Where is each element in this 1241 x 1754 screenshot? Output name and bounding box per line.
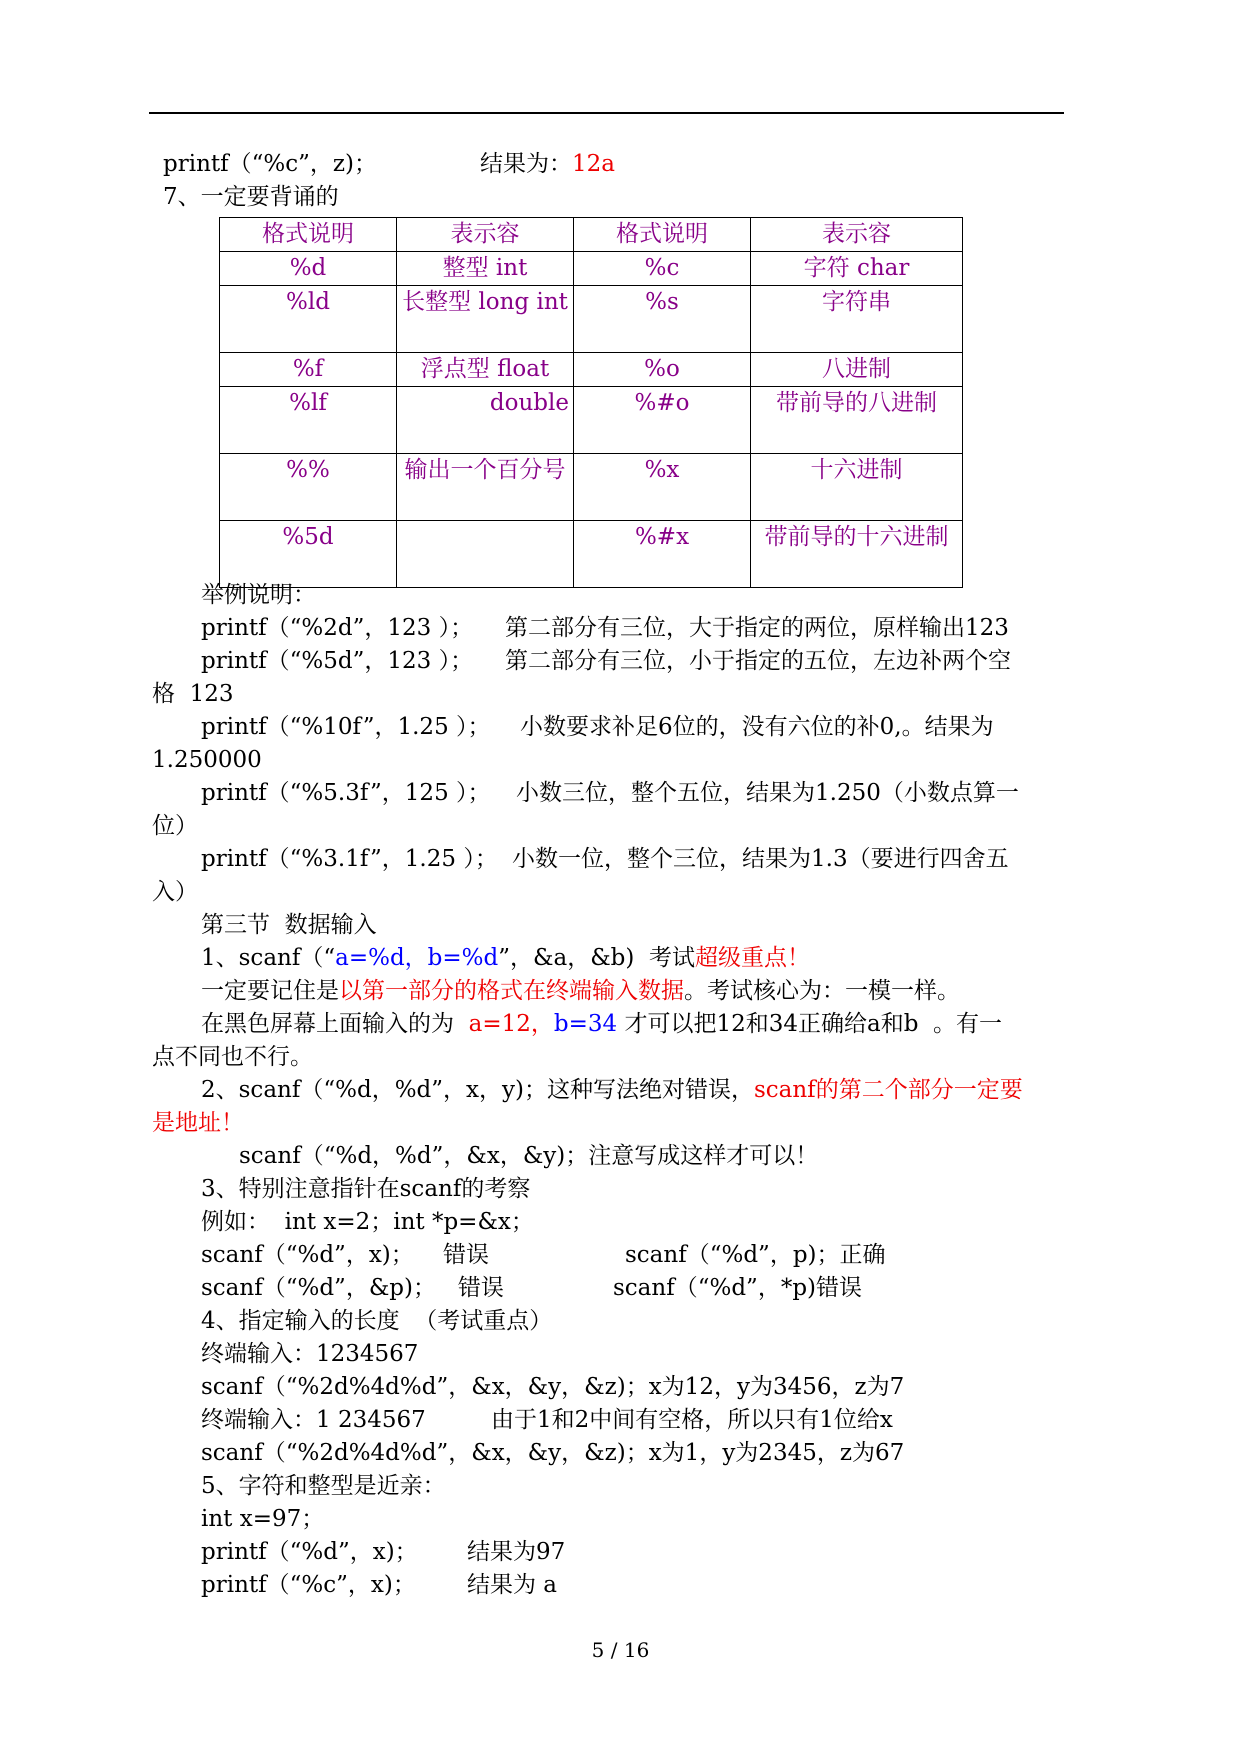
table-cell: %f xyxy=(220,353,397,387)
table-cell: double xyxy=(397,387,574,454)
line-5-text: 第二部分有三位，小于指定的五位，左边补两个空 xyxy=(505,648,1011,674)
line-8: 1.250000 xyxy=(152,747,262,773)
table-cell: %lf xyxy=(220,387,397,454)
line-28-left: 终端输入：1 234567 xyxy=(201,1407,426,1433)
code-text: printf（“%c”，z)； xyxy=(163,151,377,177)
table-header-cell: 格式说明 xyxy=(574,218,751,252)
table-cell: %% xyxy=(220,454,397,521)
table-header-cell: 格式说明 xyxy=(220,218,397,252)
text-span: 。考试核心为：一模一样。 xyxy=(684,978,960,1004)
table-cell: %c xyxy=(574,252,751,286)
red-text: 以第一部分的格式在终端输入数据 xyxy=(339,978,684,1004)
line-31: int x=97； xyxy=(201,1506,325,1532)
blue-text: a=%d，b=%d xyxy=(335,945,499,971)
format-table xyxy=(219,217,963,588)
line-24-right: scanf（“%d”，*p)错误 xyxy=(613,1275,863,1301)
result-label: 结果为： xyxy=(480,151,572,177)
table-cell: %d xyxy=(220,252,397,286)
table-cell: 输出一个百分号 xyxy=(397,454,574,521)
table-cell: 浮点型 float xyxy=(397,353,574,387)
line-23-right: scanf（“%d”，p)；正确 xyxy=(625,1242,886,1268)
line-20: scanf（“%d，%d”，&x，&y)；注意写成这样才可以！ xyxy=(239,1143,819,1169)
table-cell: %#o xyxy=(574,387,751,454)
line-16 xyxy=(201,1008,1002,1041)
page-number: 5 / 16 xyxy=(591,1638,650,1662)
table-cell: %5d xyxy=(220,521,397,588)
line-33-left: printf（“%c”，x)； xyxy=(201,1572,416,1598)
line-32-right: 结果为97 xyxy=(467,1539,566,1565)
table-cell: 八进制 xyxy=(751,353,963,387)
line-9-text: 小数三位，整个五位，结果为1.250（小数点算一 xyxy=(516,780,1019,806)
table-cell: 长整型 long int xyxy=(397,286,574,353)
line-4-text: 第二部分有三位，大于指定的两位，原样输出123 xyxy=(505,615,1009,641)
table-row xyxy=(220,521,963,588)
table-cell: 整型 int xyxy=(397,252,574,286)
table-row xyxy=(220,454,963,521)
table-cell: 带前导的八进制 xyxy=(751,387,963,454)
line-30: 5、字符和整型是近亲： xyxy=(201,1473,446,1499)
line-7-code: printf（“%10f”，1.25 ）； xyxy=(201,714,491,740)
table-row xyxy=(220,252,963,286)
line-28-right: 由于1和2中间有空格，所以只有1位给x xyxy=(491,1407,893,1433)
line-12: 入） xyxy=(152,879,198,905)
line-4-code: printf（“%2d”，123 ）； xyxy=(201,615,474,641)
line-5-code: printf（“%5d”，123 ）； xyxy=(201,648,474,674)
text-span: 才可以把12和34正确给a和b 。有一 xyxy=(617,1011,1003,1037)
table-cell: %x xyxy=(574,454,751,521)
table-row xyxy=(220,286,963,353)
line-3: 举例说明： xyxy=(201,582,316,608)
red-text: 超级重点！ xyxy=(695,945,811,971)
table-cell: 带前导的十六进制 xyxy=(751,521,963,588)
table-row xyxy=(220,387,963,454)
line-7-text: 小数要求补足6位的，没有六位的补0,。结果为 xyxy=(520,714,994,740)
text-span: 2、scanf（“%d，%d”，x，y)；这种写法绝对错误， xyxy=(201,1077,754,1103)
text-span: ”，&a，&b) 考试 xyxy=(498,945,696,971)
line-24-left: scanf（“%d”，&p)； 错误 xyxy=(201,1275,504,1301)
table-cell: 字符串 xyxy=(751,286,963,353)
red-text: ， xyxy=(530,1011,554,1037)
line-25: 4、指定输入的长度 （考试重点） xyxy=(201,1308,553,1334)
line-29: scanf（“%2d%4d%d”，&x，&y，&z)；x为1，y为2345，z为67 xyxy=(201,1440,905,1466)
table-cell: %ld xyxy=(220,286,397,353)
line-1 xyxy=(163,148,377,181)
table-header-cell: 表示容 xyxy=(751,218,963,252)
table-cell xyxy=(397,521,574,588)
table-header-cell: 表示容 xyxy=(397,218,574,252)
table-cell: %o xyxy=(574,353,751,387)
red-text: a=12 xyxy=(468,1011,531,1037)
line-27: scanf（“%2d%4d%d”，&x，&y，&z)；x为12，y为3456，z为7 xyxy=(201,1374,905,1400)
line-10: 位） xyxy=(152,813,198,839)
table-cell: 十六进制 xyxy=(751,454,963,521)
table-row xyxy=(220,353,963,387)
table-cell: %s xyxy=(574,286,751,353)
line-21: 3、特别注意指针在scanf的考察 xyxy=(201,1176,531,1202)
table-cell: %#x xyxy=(574,521,751,588)
line-17: 点不同也不行。 xyxy=(152,1044,313,1070)
line-2: 7、一定要背诵的 xyxy=(163,184,339,210)
line-1-result xyxy=(480,148,615,181)
text-span: 一定要记住是 xyxy=(201,978,339,1004)
line-11-text: 小数一位，整个三位，结果为1.3（要进行四舍五 xyxy=(512,846,1009,872)
text-span: 在黑色屏幕上面输入的为 xyxy=(201,1011,469,1037)
line-19: 是地址！ xyxy=(152,1110,244,1136)
text-span: 1、scanf（“ xyxy=(201,945,336,971)
line-14 xyxy=(201,942,810,975)
blue-text: b=34 xyxy=(553,1011,618,1037)
section-title: 第三节 数据输入 xyxy=(201,912,377,938)
line-32-left: printf（“%d”，x)； xyxy=(201,1539,418,1565)
table-cell: 字符 char xyxy=(751,252,963,286)
header-rule xyxy=(149,112,1064,114)
red-text: scanf的第二个部分一定要 xyxy=(753,1077,1023,1103)
table-header-row xyxy=(220,218,963,252)
line-6: 格 123 xyxy=(152,681,234,707)
line-26: 终端输入：1234567 xyxy=(201,1341,419,1367)
result-value: 12a xyxy=(572,151,615,177)
line-15 xyxy=(201,975,960,1008)
line-33-right: 结果为 a xyxy=(467,1572,558,1598)
line-18 xyxy=(201,1074,1023,1107)
line-22: 例如： int x=2；int *p=&x； xyxy=(201,1209,534,1235)
line-9-code: printf（“%5.3f”，125 ）； xyxy=(201,780,491,806)
line-23-left: scanf（“%d”，x)； 错误 xyxy=(201,1242,490,1268)
line-11-code: printf（“%3.1f”，1.25 ）； xyxy=(201,846,498,872)
